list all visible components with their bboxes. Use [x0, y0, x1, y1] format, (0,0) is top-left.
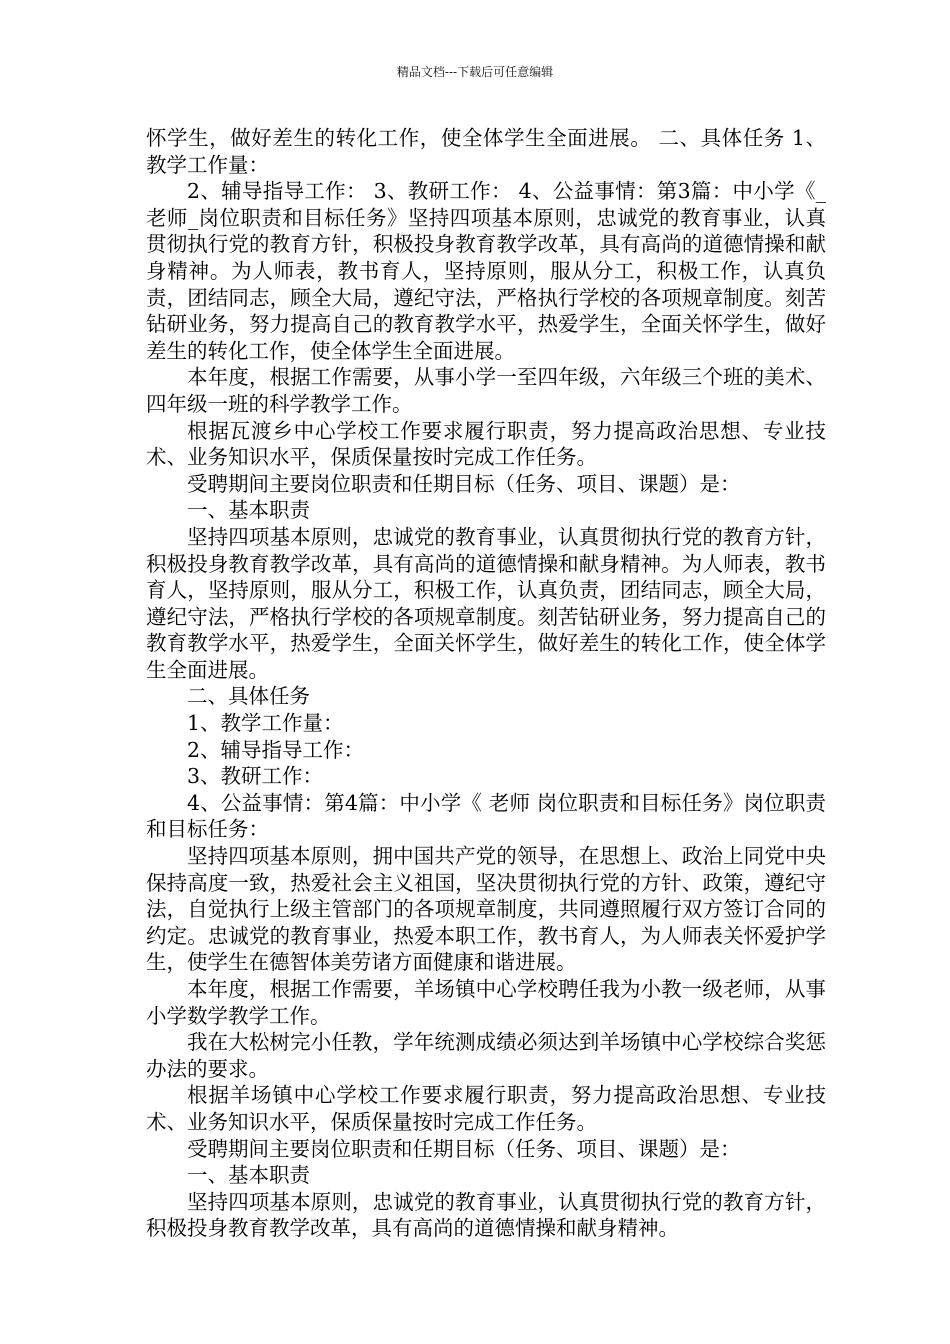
paragraph: 本年度，根据工作需要，羊场镇中心学校聘任我为小教一级老师，从事小学数学教学工作。 [146, 977, 826, 1028]
section-heading: 一、基本职责 [187, 498, 310, 523]
paragraph: 我在大松树完小任教，学年统测成绩必须达到羊场镇中心学校综合奖惩办法的要求。 [146, 1030, 826, 1081]
list-item: 2、辅导指导工作： [187, 737, 365, 762]
paragraph: 受聘期间主要岗位职责和任期目标（任务、项目、课题）是： [187, 1136, 741, 1161]
section-heading: 二、具体任务 [187, 684, 310, 709]
paragraph: 怀学生，做好差生的转化工作，使全体学生全面进展。 二、具体任务 1、教学工作量： [146, 126, 826, 177]
paragraph: 受聘期间主要岗位职责和任期目标（任务、项目、课题）是： [187, 471, 741, 496]
list-item: 1、教学工作量： [187, 711, 344, 736]
list-item: 3、教研工作： [187, 764, 324, 789]
page-header: 精品文档---下载后可任意编辑 [396, 65, 554, 79]
paragraph: 2、辅导指导工作： 3、教研工作： 4、公益事情：第3篇：中小学《_老师_岗位职责和目标任务》坚持四项基本原则，忠诚党的教育事业，认真贯彻执行党的教育方针，积极投身教育教学改革，具有高尚的道德情操和献身精神。为人师表，教书育人，坚持原则，服从分工，积极工作，认真负责，团结同志，顾全大局，遵纪守法，严格执行学校的各项规章制度。刻苦钻研业务，努力提高自己的教育教学水平，热爱学生，全面关怀学生，做好差生的转化工作，使全体学生全面进展。 [146, 179, 826, 363]
paragraph: 坚持四项基本原则，忠诚党的教育事业，认真贯彻执行党的教育方针，积极投身教育教学改革，具有高尚的道德情操和献身精神。为人师表，教书育人，坚持原则，服从分工，积极工作，认真负责，团结同志，顾全大局，遵纪守法，严格执行学校的各项规章制度。刻苦钻研业务，努力提高自己的教育教学水平，热爱学生，全面关怀学生，做好差生的转化工作，使全体学生全面进展。 [146, 524, 826, 682]
paragraph: 本年度，根据工作需要，从事小学一至四年级，六年级三个班的美术、四年级一班的科学教学工作。 [146, 365, 826, 416]
document-body [146, 125, 826, 1242]
paragraph: 根据羊场镇中心学校工作要求履行职责，努力提高政治思想、专业技术、业务知识水平，保质保量按时完成工作任务。 [146, 1083, 826, 1134]
paragraph: 坚持四项基本原则，忠诚党的教育事业，认真贯彻执行党的教育方针，积极投身教育教学改革，具有高尚的道德情操和献身精神。 [146, 1189, 826, 1241]
paragraph: 根据瓦渡乡中心学校工作要求履行职责，努力提高政治思想、专业技术、业务知识水平，保质保量按时完成工作任务。 [146, 418, 826, 470]
list-item: 4、公益事情：第4篇：中小学《 老师 岗位职责和目标任务》岗位职责和目标任务： [146, 790, 826, 842]
paragraph: 坚持四项基本原则，拥中国共产党的领导，在思想上、政治上同党中央保持高度一致，热爱社会主义祖国，坚决贯彻执行党的方针、政策，遵纪守法，自觉执行上级主管部门的各项规章制度，共同遵照履行双方签订合同的约定。忠诚党的教育事业，热爱本职工作，教书育人，为人师表关怀爱护学生，使学生在德智体美劳诸方面健康和谐进展。 [146, 844, 826, 975]
section-heading: 一、基本职责 [187, 1163, 310, 1188]
